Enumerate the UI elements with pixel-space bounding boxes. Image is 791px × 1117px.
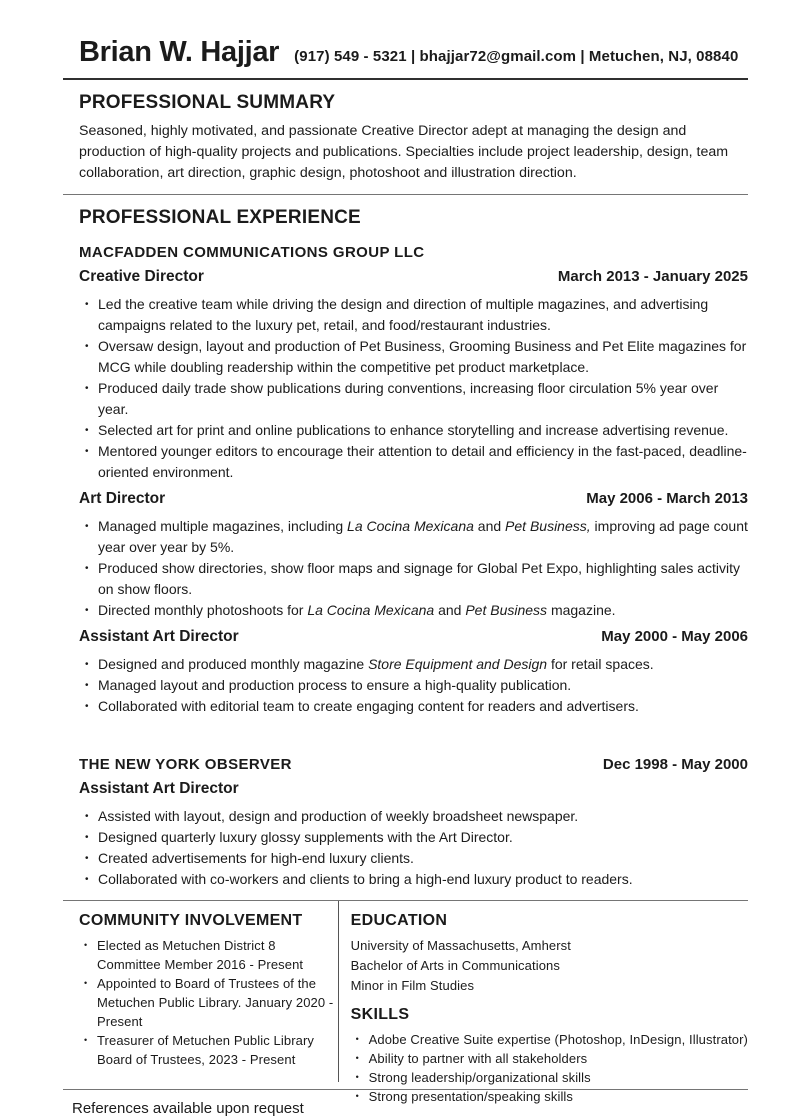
skill-bullet: • Ability to partner with all stakeholders [351, 1049, 748, 1068]
bullet-item: • Mentored younger editors to encourage their attention to detail and efficiency in the fast-paced, deadline-oriented environment. [79, 441, 748, 483]
spacer [63, 717, 748, 741]
role-dates: March 2013 - January 2025 [557, 268, 748, 285]
company-block-macfadden [63, 244, 748, 717]
bullet-item: • Assisted with layout, design and production of weekly broadsheet newspaper. [79, 806, 748, 827]
header-divider [63, 78, 748, 80]
spacer [63, 890, 748, 900]
education-line: Bachelor of Arts in Communications [350, 958, 560, 973]
bullet-item: • Produced show directories, show floor maps and signage for Global Pet Expo, highlighting sales activity on show floors. [79, 558, 748, 600]
footer-note: References available upon request [72, 1100, 304, 1117]
spacer [63, 184, 748, 194]
community-bullet-list [79, 936, 338, 1069]
skills-section-title: SKILLS [350, 1006, 410, 1023]
bullet-item: • Oversaw design, layout and production of Pet Business, Grooming Business and Pet Elite magazines for MCG while doubling readership within the competitive pet product marketplace. [79, 336, 748, 378]
person-name: Brian W. Hajjar [79, 36, 280, 68]
summary-text: Seasoned, highly motivated, and passionate Creative Director adept at managing the design and production of high-quality projects and publications. Specialties include project leadership, design, team collaboration, art direction, graphic design, photoshoot and illustration direction. [79, 123, 729, 181]
bullet-item: • Designed and produced monthly magazine Store Equipment and Design for retail spaces. [79, 654, 748, 675]
bullet-list [63, 294, 748, 483]
bullet-item: • Directed monthly photoshoots for La Cocina Mexicana and Pet Business magazine. [79, 600, 748, 621]
skill-bullet: • Strong presentation/speaking skills [351, 1087, 748, 1106]
skills-bullet-list [351, 1030, 748, 1106]
bullet-item: • Collaborated with editorial team to create engaging content for readers and advertisers. [79, 696, 748, 717]
community-section-title: COMMUNITY INVOLVEMENT [79, 912, 303, 929]
company-dates: Dec 1998 - May 2000 [602, 756, 748, 773]
role-row-creative-director [63, 268, 748, 286]
bullet-item: • Managed multiple magazines, including La Cocina Mexicana and Pet Business, improving ad page count year over year by 5%. [79, 516, 748, 558]
bullet-list [63, 654, 748, 717]
role-row-art-director [63, 490, 748, 508]
bullet-item: • Collaborated with co-workers and clients to bring a high-end luxury product to readers. [79, 869, 748, 890]
community-bullet: • Elected as Metuchen District 8 Committee Member 2016 - Present [79, 936, 338, 974]
bullet-item: • Led the creative team while driving the design and direction of multiple magazines, and advertising campaigns related to the luxury pet, retail, and food/restaurant industries. [79, 294, 748, 336]
bullet-item: • Selected art for print and online publications to enhance storytelling and increase advertising revenue. [79, 420, 748, 441]
role-title: Art Director [79, 490, 166, 507]
role-title: Creative Director [79, 268, 204, 285]
contact-info: (917) 549 - 5321 | bhajjar72@gmail.com | Metuchen, NJ, 08840 [294, 48, 739, 65]
role-dates: May 2000 - May 2006 [601, 628, 748, 645]
bullet-item: • Designed quarterly luxury glossy supplements with the Art Director. [79, 827, 748, 848]
community-bullet: • Appointed to Board of Trustees of the Metuchen Public Library. January 2020 - Present [79, 974, 338, 1031]
company-block-observer [63, 756, 748, 890]
company-row [63, 756, 748, 773]
education-line: Minor in Film Studies [350, 978, 475, 993]
community-bullet: • Treasurer of Metuchen Public Library Board of Trustees, 2023 - Present [79, 1031, 338, 1069]
education-line: University of Massachusetts, Amherst [350, 938, 571, 953]
summary-section-title: PROFESSIONAL SUMMARY [79, 92, 336, 113]
bottom-columns [63, 901, 748, 1104]
company-name: MACFADDEN COMMUNICATIONS GROUP LLC [79, 244, 425, 261]
role-title: Assistant Art Director [79, 628, 239, 645]
header [63, 36, 748, 69]
skill-bullet: • Strong leadership/organizational skills [351, 1068, 748, 1087]
role-row-assistant-art-director-observer [63, 780, 748, 798]
skill-bullet: • Adobe Creative Suite expertise (Photoshop, InDesign, Illustrator) [351, 1030, 748, 1049]
education-section-title: EDUCATION [350, 912, 448, 929]
education-skills-column [338, 901, 748, 1104]
bullet-list [63, 806, 748, 890]
bullet-list [63, 516, 748, 621]
role-dates: May 2006 - March 2013 [586, 490, 748, 507]
company-name: THE NEW YORK OBSERVER [79, 756, 292, 773]
company-row [63, 244, 748, 261]
bullet-item: • Created advertisements for high-end luxury clients. [79, 848, 748, 869]
experience-section-title: PROFESSIONAL EXPERIENCE [79, 207, 361, 228]
role-row-assistant-art-director [63, 628, 748, 646]
bullet-item: • Produced daily trade show publications during conventions, increasing floor circulation 5% year over year. [79, 378, 748, 420]
summary-divider [63, 194, 748, 195]
role-title: Assistant Art Director [79, 780, 239, 797]
bullet-item: • Managed layout and production process to ensure a high-quality publication. [79, 675, 748, 696]
community-column [63, 901, 338, 1082]
